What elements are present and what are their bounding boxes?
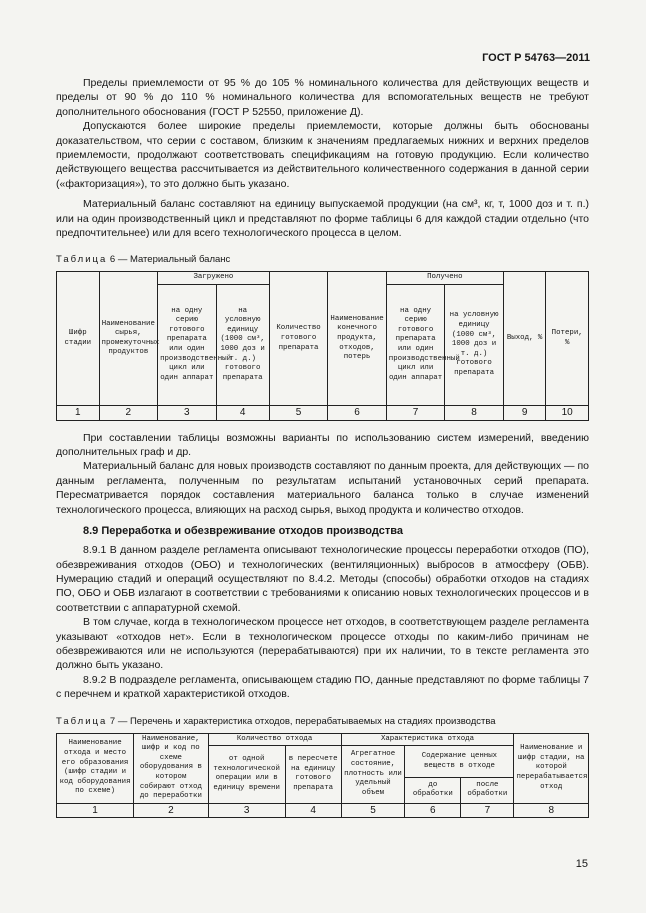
t6-header-losses: Потери, % — [546, 272, 589, 406]
t7-column-number: 4 — [285, 803, 341, 818]
t6-header-yield: Выход, % — [503, 272, 546, 406]
t6-column-number: 1 — [57, 406, 100, 421]
t7-column-number: 1 — [57, 803, 134, 818]
material-balance-table — [56, 271, 589, 420]
t6-header-received-per-unit: на условную единицу (1000 см³, 1000 доз и т. д.) готового препарата — [445, 285, 504, 406]
t6-header-loaded-per-batch: на одну серию готового препарата или один производственный цикл или один аппарат — [158, 285, 217, 406]
paragraph: Допускаются более широкие пределы приемлемости, которые должны быть обоснованы доказательством, что серии с составом, близким к значениям предлагаемых нижних и верхних пределов приемлемости, продолжают соответствовать спецификациям на готовую продукцию. Если количество действующего вещества рассчитывается из действительного количественного содержания в данной серии («факторизация»), то это должно быть указано. — [56, 120, 589, 190]
t6-group-received: Получено — [386, 272, 503, 285]
t6-column-number: 3 — [158, 406, 217, 421]
paragraph: При составлении таблицы возможны варианты по использованию систем измерений, введению дополнительных граф и др. — [56, 431, 589, 459]
paragraph: Материальный баланс для новых производств составляют по данным проекта, для действующих — по данным регламента, полученным по результатам испытаний установочных серий препарата. Пересматривается порядок составления материального баланса только в случае изменений технологического процесса, влияющих на расход сырья, выход продукта и количество отходов. — [56, 460, 589, 516]
t7-header-before: до обработки — [405, 778, 461, 803]
t6-group-loaded: Загружено — [158, 272, 270, 285]
table7-caption — [56, 716, 589, 727]
t6-column-number: 8 — [445, 406, 504, 421]
t6-column-number: 10 — [546, 406, 589, 421]
table6-caption-text: 6 — Материальный баланс — [109, 254, 231, 266]
t6-header-quantity: Количество готового препарата — [269, 272, 328, 406]
t7-column-number: 2 — [134, 803, 208, 818]
t7-header-after: после обработки — [461, 778, 514, 803]
t7-header-waste-name: Наименование отхода и место его образования (шифр стадии и код оборудования по схеме) — [57, 733, 134, 803]
t7-header-equipment: Наименование, шифр и код по схеме оборудования в котором собирают отход до переработки — [134, 733, 208, 803]
table7-caption-text: 7 — Перечень и характеристика отходов, перерабатываемых на стадиях производства — [109, 715, 496, 727]
t6-column-number: 5 — [269, 406, 328, 421]
t7-group-characteristics: Характеристика отхода — [341, 733, 514, 746]
page-content — [56, 76, 589, 818]
t6-column-number: 9 — [503, 406, 546, 421]
t6-header-stage-code: Шифр стадии — [57, 272, 100, 406]
t7-group-quantity: Количество отхода — [208, 733, 341, 746]
table6-caption-word: Таблица — [56, 254, 108, 266]
section-heading: 8.9 Переработка и обезвреживание отходов производства — [83, 525, 403, 538]
t6-column-number: 2 — [99, 406, 158, 421]
t7-column-number: 7 — [461, 803, 514, 818]
t6-column-number: 7 — [386, 406, 445, 421]
t7-column-number: 8 — [514, 803, 589, 818]
t7-group-content: Содержание ценных веществ в отходе — [405, 746, 514, 778]
t6-column-number: 6 — [328, 406, 387, 421]
t7-header-per-operation: от одной технологической операции или в единицу времени — [208, 746, 285, 804]
t6-header-raw-materials: Наименование сырья, промежуточных продуктов — [99, 272, 158, 406]
t7-column-number: 5 — [341, 803, 405, 818]
paragraph: В том случае, когда в технологическом процессе нет отходов, в соответствующем разделе регламента указывают «отходов нет». Если в технологическом процессе отходы по каким-либо причинам не обезвреживаются или не используются (перерабатываются) при их наличии, то в тексте регламента это должно быть указано. — [56, 616, 589, 672]
table6-caption — [56, 254, 589, 265]
t7-header-state: Агрегатное состояние, плотность или удельный объем — [341, 746, 405, 804]
t6-header-received-per-batch: на одну серию готового препарата или один производственный цикл или один аппарат — [386, 285, 445, 406]
waste-table — [56, 733, 589, 819]
table7-caption-word: Таблица — [56, 715, 108, 727]
t6-column-number: 4 — [216, 406, 269, 421]
t7-column-number: 3 — [208, 803, 285, 818]
paragraph: Материальный баланс составляют на единицу выпускаемой продукции (на см³, кг, т, 1000 доз и т. п.) или на один производственный цикл и представляют по форме таблицы 6 для каждой стадии отдельно (что предпочтительнее) или для всего технологического процесса в целом. — [56, 198, 589, 240]
t7-header-per-unit: в пересчете на единицу готового препарата — [285, 746, 341, 804]
t6-header-final-product: Наименование конечного продукта, отходов, потерь — [328, 272, 387, 406]
paragraph: 8.9.2 В подразделе регламента, описывающем стадию ПО, данные представляют по форме таблицы 7 с перечнем и краткой характеристикой отходов. — [56, 673, 589, 701]
paragraph: 8.9.1 В данном разделе регламента описывают технологические процессы переработки отходов (ПО), обезвреживания отходов (ОБО) и технологических (вентиляционных) выбросов в атмосферу (ОБВ). Нумерацию стадий и операций осуществляют по 8.4.2. Методы (способы) обработки отходов на стадиях ПО, ОБО и ОБВ излагают в соответствии с требованиями к описанию новых технологических процессов и в соответствии с аппаратурной схемой. — [56, 544, 589, 614]
t7-header-processing-stage: Наименование и шифр стадии, на которой перерабатывается отход — [514, 733, 589, 803]
t7-column-number: 6 — [405, 803, 461, 818]
document-header: ГОСТ Р 54763—2011 — [482, 52, 590, 64]
t6-header-loaded-per-unit: на условную единицу (1000 см³, 1000 доз и т. д.) готового препарата — [216, 285, 269, 406]
page-number: 15 — [575, 858, 588, 870]
paragraph: Пределы приемлемости от 95 % до 105 % номинального количества для действующих веществ и пределы от 90 % до 110 % номинального количества для вспомогательных веществ не требуют дополнительного обоснования (ГОСТ Р 52550, приложение Д). — [56, 77, 589, 118]
